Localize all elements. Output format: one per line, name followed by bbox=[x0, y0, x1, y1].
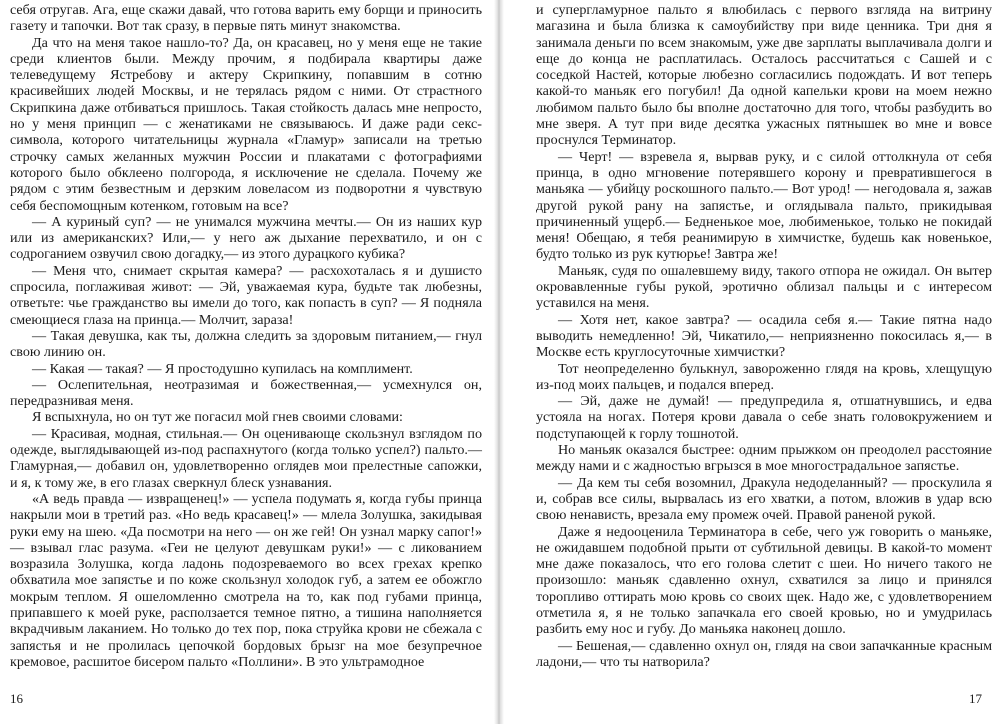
paragraph: «А ведь правда — извращенец!» — успела подумать я, когда губы принца накрыли мои в третий раз. «Но ведь красавец!» — млела Золушка, закидывая руки ему на шею. «Да посмотри на него — он же гей! Он узнал марку сапог!» — взывал глас разума. «Геи не целуют девушкам руки!» — с ликованием возразила Золушка, когда ладонь подозреваемого во всех грехах крепко обхватила мое запястье и по коже скользнул холодок губ, а затем ее обожгло мокрым теплом. Я ошеломленно смотрела на то, как под губами принца, припавшего к моей руке, расползается темное пятно, а тишина наполняется вкрадчивым лаканием. Но только до тех пор, пока струйка крови не сбежала с запястья и не пролилась цепочкой бордовых брызг на мое безупречное кремовое, расшитое бисером пальто «Поллини». В это ультрамодное bbox=[10, 490, 482, 670]
paragraph: и супергламурное пальто я влюбилась с первого взгляда на витрину магазина и была близка к самоубийству при виде ценника. Три дня я занимала деньги по всем знакомым, уже две зарплаты выплачивала долги и еще до конца не расплатилась. Осталось рассчитаться с Сашей и с соседкой Настей, которые любезно согласились подождать. И вот теперь какой-то маньяк его погубил! Да одной капельки крови на моем нежно любимом пальто было бы вполне достаточно для того, чтобы разбудить во мне зверя. А тут при виде десятка ужасных пятнышек во мне и вовсе проснулся Терминатор. bbox=[536, 2, 992, 149]
paragraph: — Бешеная,— сдавленно охнул он, глядя на свои запачканные красным ладони,— что ты натворила? bbox=[536, 637, 992, 670]
paragraph: — Эй, даже не думай! — предупредила я, отшатнувшись, и едва устояла на ногах. Потеря крови давала о себе знать головокружением и подступающей к горлу тошнотой. bbox=[536, 393, 992, 442]
page-number: 16 bbox=[10, 691, 23, 706]
left-page bbox=[0, 0, 496, 724]
paragraph: — Красивая, модная, стильная.— Он оценивающе скользнул взглядом по одежде, выглядывающей из-под распахнутого (когда только успел?) пальто.— Гламурная,— добавил он, удовлетворенно оглядев мои прелестные сапожки, и я, к тому же, в его глазах сверкнул блеск узнавания. bbox=[10, 425, 482, 491]
paragraph: Я вспыхнула, но он тут же погасил мой гнев своими словами: bbox=[32, 409, 403, 426]
paragraph: Маньяк, судя по ошалевшему виду, такого отпора не ожидал. Он вытер окровавленные губы рукой, эротично облизал пальцы и с интересом уставился на меня. bbox=[536, 262, 992, 312]
paragraph: — Да кем ты себя возомнил, Дракула недоделанный? — проскулила я и, собрав все силы, вырвалась из его хватки, а потом, вложив в удар всю свою ненависть, врезала ему промеж очей. Правой раненой рукой. bbox=[536, 474, 992, 524]
paragraph: — Хотя нет, какое завтра? — осадила себя я.— Такие пятна надо выводить немедленно! Эй, Чикатило,— неприязненно покосилась я,— в Москве есть круглосуточные химчистки? bbox=[536, 311, 992, 361]
paragraph: Даже я недооценила Терминатора в себе, чего уж говорить о маньяке, не ожидавшем подобной прыти от субтильной девицы. В какой-то момент мне даже показалось, что его голова слетит с шеи. Но ничего такого не произошло: маньяк сдавленно охнул, схватился за лицо и принялся торопливо оттирать мою кровь со своих щек. Надо же, с удовлетворением отметила я, я не только запачкала его своей кровью, но и умудрилась разбить ему нос и губу. До маньяка наконец дошло. bbox=[536, 523, 992, 638]
right-page-text bbox=[536, 2, 992, 670]
paragraph: — Такая девушка, как ты, должна следить за здоровым питанием,— гнул свою линию он. bbox=[10, 327, 482, 361]
paragraph: себя отругав. Ага, еще скажи давай, что готова варить ему борщи и приносить газету и тапочки. Вот так сразу, в первые пять минут знакомства. bbox=[10, 2, 482, 35]
paragraph: — Меня что, снимает скрытая камера? — расхохоталась я и душисто спросила, поглаживая живот: — Эй, уважаемая кура, будьте так любезны, ответьте: чье гражданство вы имели до того, как попасть в суп? — Я подняла смеющиеся глаза на принца.— Молчит, зараза! bbox=[10, 262, 482, 328]
paragraph: — Ослепительная, неотразимая и божественная,— усмехнулся он, передразнивая меня. bbox=[10, 376, 482, 410]
page-number: 17 bbox=[969, 691, 982, 706]
paragraph: Но маньяк оказался быстрее: одним прыжком он преодолел расстояние между нами и с жадностью вгрызся в мое многострадальное запястье. bbox=[536, 442, 992, 475]
paragraph: — Черт! — взревела я, вырвав руку, и с силой оттолкнула от себя принца, в одно мгновение потерявшего корону и превратившегося в маньяка — убийцу роскошного пальто.— Вот урод! — негодовала я, зажав другой рукой рану на запястье, и оглядывала пальто, прикидывая причиненный ущерб.— Бедненькое мое, любименькое, только не покидай меня! Обещаю, я тебя реанимирую в химчистке, будешь как новенькое, будто только из рук кутюрье! Завтра же! bbox=[536, 148, 992, 263]
paragraph: — А куриный суп? — не унимался мужчина мечты.— Он из наших кур или из американских? Или,— у него аж дыхание перехватило, и он с содроганием озвучил свою догадку,— из этого дурацкого кубика? bbox=[10, 213, 482, 263]
book-gutter bbox=[494, 0, 504, 724]
paragraph: Да что на меня такое нашло-то? Да, он красавец, но у меня еще не такие среди клиентов были. Между прочим, я подбирала квартиры даже телеведущему Ястребову и актеру Скрипкину, попавшим в сотню красивейших людей Москвы, и не терялась рядом с ними. От страстного Скрипкина даже отбиваться пришлось. Такая стойкость далась мне непросто, но у меня принцип — с женатиками не связываюсь. И даже ради секс-символа, которого читательницы журнала «Гламур» записали на третью строчку самых желанных мужчин России и плакатами с фотографиями которого было обклеено полгорода, я исключение не сделала. Почему же рядом с этим безвестным и дерзким ловеласом из подворотни я чувствую себя беспомощным котенком, готовым на все? bbox=[10, 34, 482, 214]
paragraph: Тот неопределенно булькнул, завороженно глядя на кровь, хлещущую из-под моих пальцев, и подался вперед. bbox=[536, 360, 992, 393]
left-page-text bbox=[10, 2, 482, 670]
right-page bbox=[504, 0, 1000, 724]
paragraph: — Какая — такая? — Я простодушно купилась на комплимент. bbox=[32, 360, 413, 377]
